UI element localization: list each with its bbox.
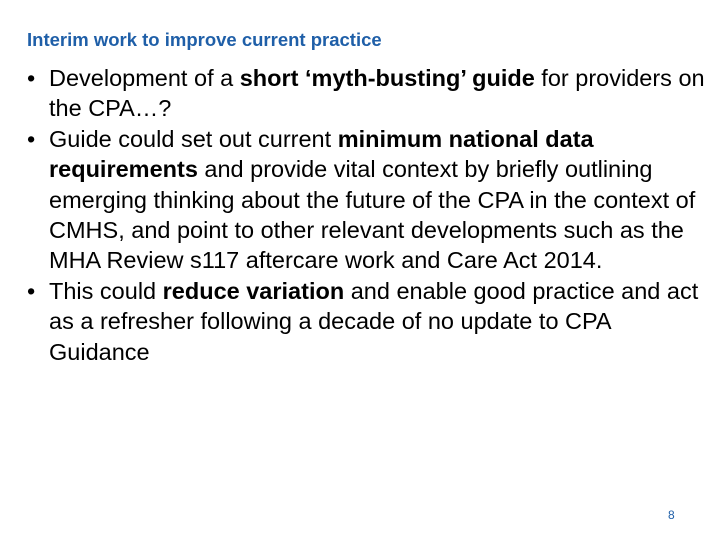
bullet-marker: • <box>27 125 36 152</box>
bullet-text <box>49 276 707 367</box>
bullet-segment: Guide could set out current <box>49 125 338 152</box>
bullet-emphasis: short ‘myth-busting’ guide <box>239 65 535 91</box>
bullet-emphasis: minimum national data requirements <box>49 125 594 183</box>
bullet-item <box>27 124 707 276</box>
slide-title: Interim work to improve current practice <box>27 29 382 50</box>
bullet-segment: and enable good practice and act as a refresher following a decade of no update to CPA Guidance <box>49 277 699 365</box>
bullet-marker: • <box>27 277 36 304</box>
bullet-segment: Development of a <box>49 65 240 91</box>
page-number: 8 <box>668 508 675 522</box>
bullet-text <box>49 124 707 276</box>
bullet-segment: and provide vital context by briefly outlining emerging thinking about the future of the CPA in the context of CMHS, and point to other relevant developments such as the MHA Review s117 aftercare work and Care Act 2014. <box>49 156 696 274</box>
bullet-segment: This could <box>49 277 163 304</box>
bullet-item <box>27 276 707 367</box>
bullet-segment: for providers on the CPA…? <box>49 65 705 122</box>
bullet-marker: • <box>27 65 36 91</box>
bullet-item <box>27 63 707 124</box>
bullet-list <box>27 63 707 367</box>
bullet-emphasis: reduce variation <box>162 277 345 304</box>
bullet-text <box>49 63 707 124</box>
